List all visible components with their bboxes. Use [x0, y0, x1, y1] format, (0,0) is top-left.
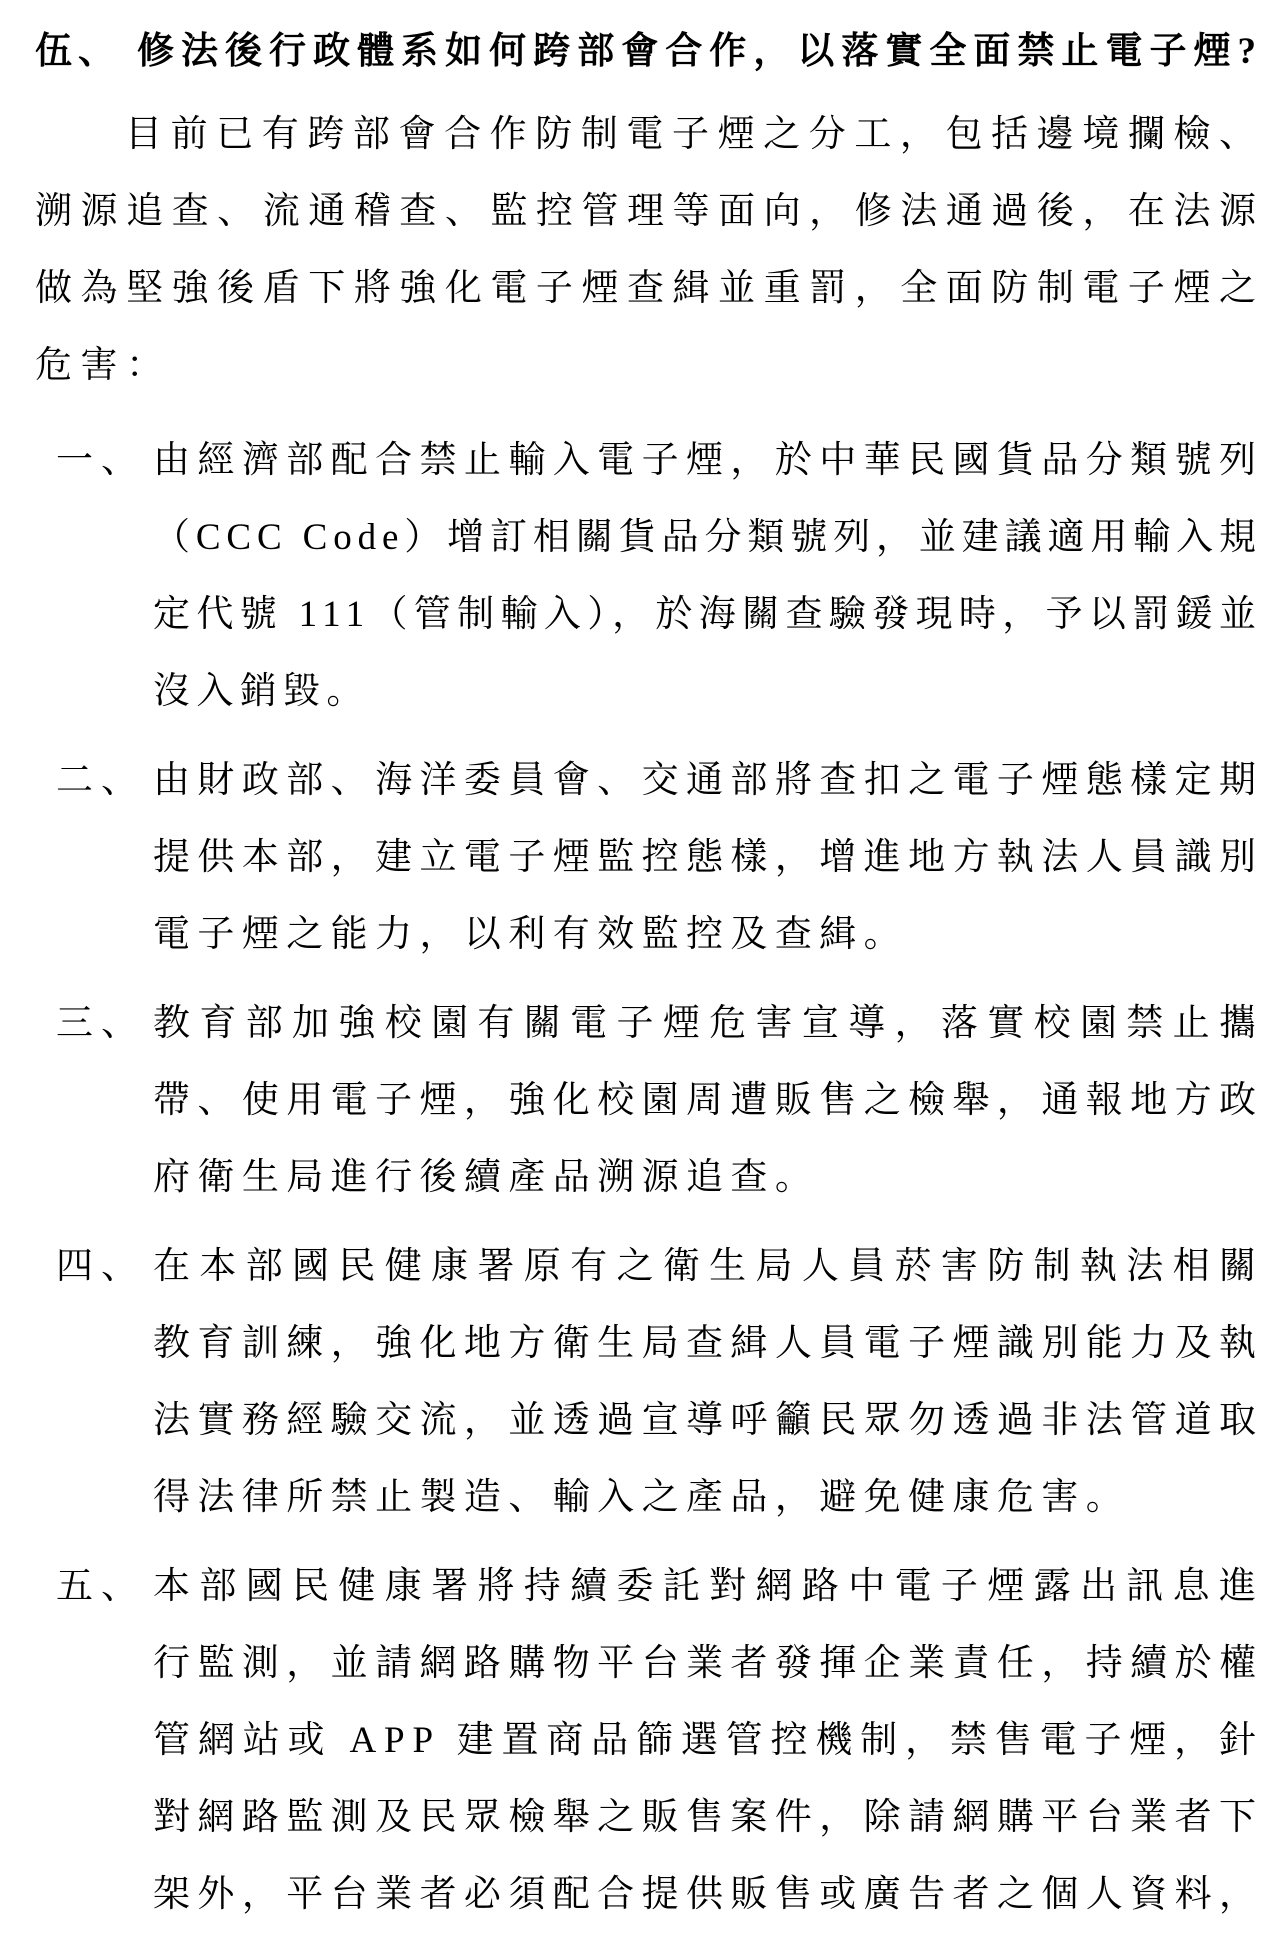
measure-list [0, 422, 1277, 1933]
paragraph-line: 沒入銷毀。 [153, 671, 370, 712]
paragraph-line: 電子煙之能力，以利有效監控及查緝。 [153, 914, 909, 955]
section-number: 伍、 [35, 31, 121, 72]
paragraph-line: 危害： [35, 345, 172, 386]
paragraph-line: 本部國民健康署將持續委託對網路中電子煙露出訊息進 [153, 1566, 1266, 1607]
paragraph-line: 法實務經驗交流，並透過宣導呼籲民眾勿透過非法管道取 [153, 1400, 1264, 1441]
list-item-number: 三、 [56, 1003, 146, 1044]
paragraph-line: 架外，平台業者必須配合提供販售或廣告者之個人資料， [153, 1874, 1264, 1915]
intro-paragraph [0, 96, 1277, 404]
paragraph-line: 帶、使用電子煙，強化校園周遭販售之檢舉，通報地方政 [153, 1080, 1264, 1121]
paragraph-line: （CCC Code）增訂相關貨品分類號列，並建議適用輸入規 [153, 517, 1262, 558]
paragraph-line: 由財政部、海洋委員會、交通部將查扣之電子煙態樣定期 [153, 760, 1264, 801]
paragraph-line: 提供本部，建立電子煙監控態樣，增進地方執法人員識別 [153, 837, 1264, 878]
paragraph-line: 行監測，並請網路購物平台業者發揮企業責任，持續於權 [153, 1643, 1264, 1684]
list-item-number: 二、 [56, 760, 146, 801]
list-item-text [153, 422, 1277, 730]
section-title: 修法後行政體系如何跨部會合作，以落實全面禁止電子煙? [137, 31, 1264, 72]
list-item [0, 985, 1277, 1216]
list-item [0, 742, 1277, 973]
list-item-text [153, 1228, 1277, 1536]
list-item-text [153, 1548, 1277, 1933]
paragraph-line: 溯源追查、流通稽查、監控管理等面向，修法通過後，在法源 [35, 191, 1265, 232]
list-item-number: 四、 [56, 1246, 146, 1287]
paragraph-line: 對網路監測及民眾檢舉之販售案件，除請網購平台業者下 [153, 1797, 1264, 1838]
list-item-text [153, 985, 1277, 1216]
paragraph-line: 教育訓練，強化地方衛生局查緝人員電子煙識別能力及執 [153, 1323, 1264, 1364]
list-item [0, 422, 1277, 730]
paragraph-line: 得法律所禁止製造、輸入之產品，避免健康危害。 [153, 1477, 1131, 1518]
document-content [0, 13, 1277, 1933]
paragraph-line: 管網站或 APP 建置商品篩選管控機制，禁售電子煙，針 [153, 1720, 1264, 1761]
paragraph-line: 做為堅強後盾下將強化電子煙查緝並重罰，全面防制電子煙之 [35, 268, 1265, 309]
paragraph-line: 教育部加強校園有關電子煙危害宣導，落實校園禁止攜 [153, 1003, 1266, 1044]
section-heading [0, 13, 1277, 90]
list-item [0, 1548, 1277, 1933]
list-item [0, 1228, 1277, 1536]
list-item-number: 五、 [56, 1566, 146, 1607]
paragraph-line: 由經濟部配合禁止輸入電子煙，於中華民國貨品分類號列 [153, 440, 1264, 481]
paragraph-line: 目前已有跨部會合作防制電子煙之分工，包括邊境攔檢、 [125, 114, 1265, 155]
list-item-number: 一、 [56, 440, 146, 481]
paragraph-line: 定代號 111（管制輸入），於海關查驗發現時，予以罰鍰並 [153, 594, 1263, 635]
paragraph-line: 府衛生局進行後續產品溯源追查。 [153, 1157, 820, 1198]
list-item-text [153, 742, 1277, 973]
paragraph-line: 在本部國民健康署原有之衛生局人員菸害防制執法相關 [153, 1246, 1266, 1287]
